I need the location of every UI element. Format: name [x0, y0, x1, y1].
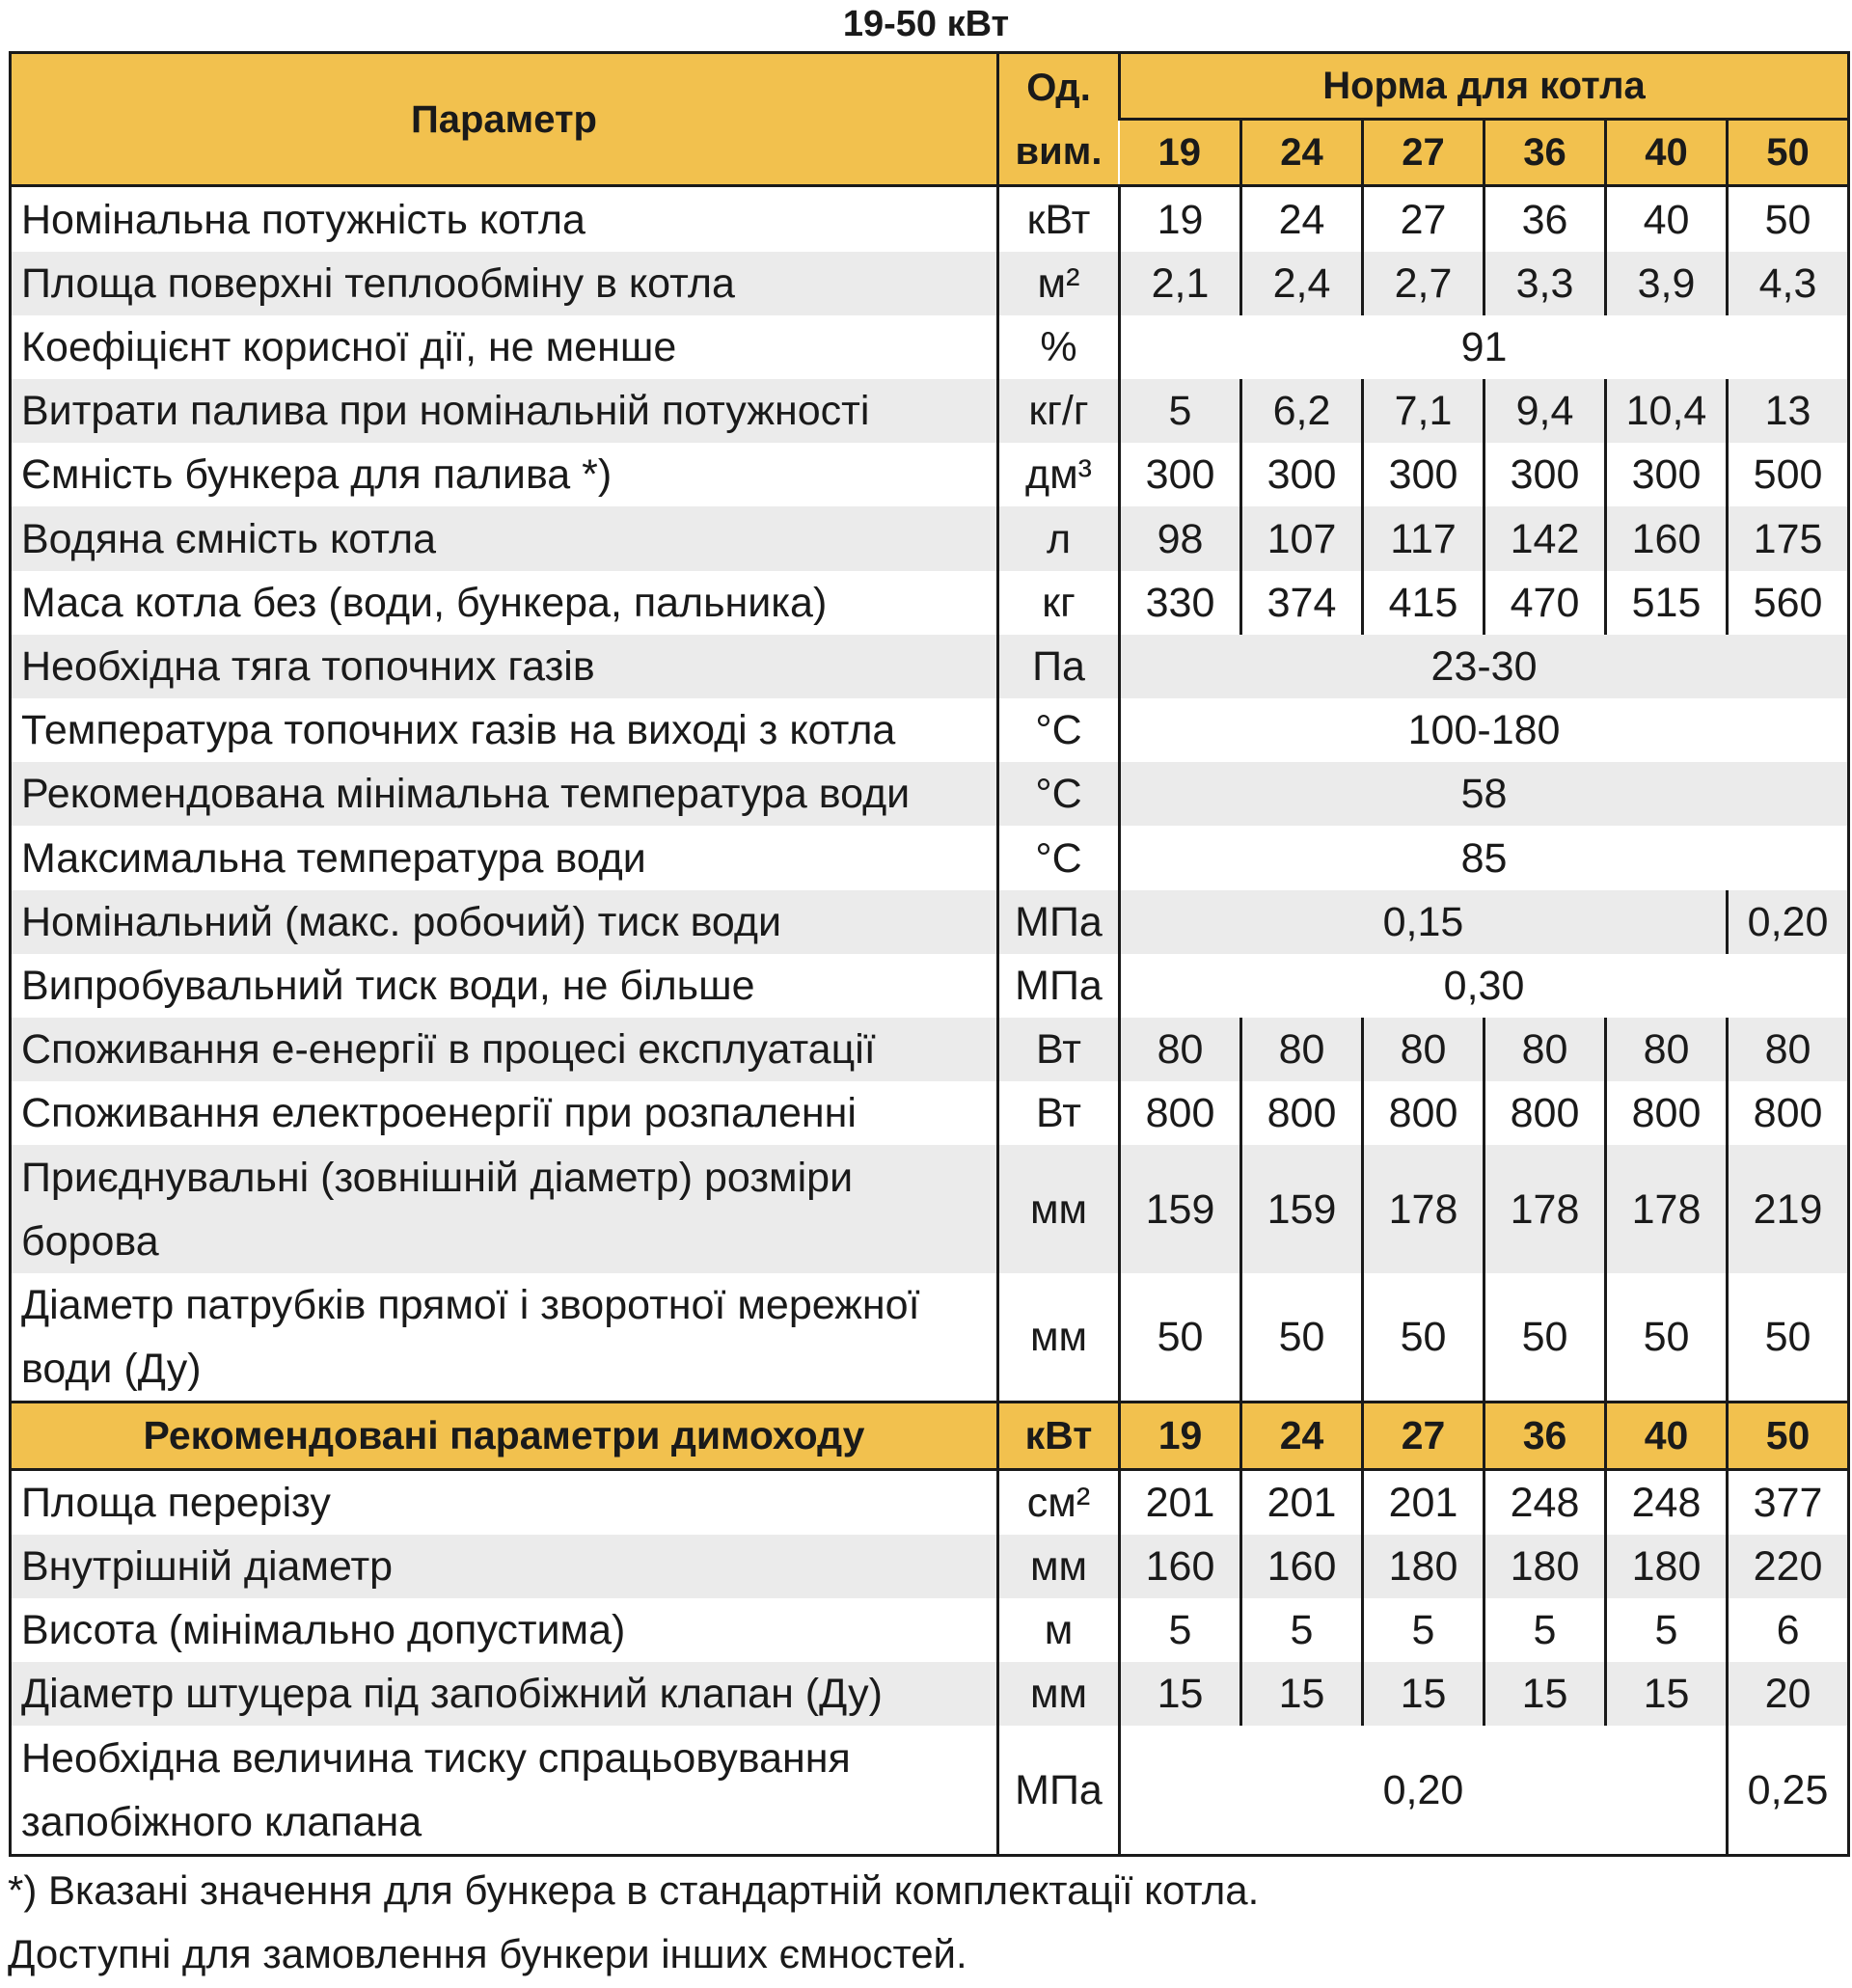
value-cell: 4,3 [1728, 252, 1849, 315]
model-header: 24 [1241, 1402, 1363, 1469]
value-cell: 159 [1120, 1145, 1241, 1272]
unit-cell: кг/г [998, 379, 1120, 443]
value-cell: 201 [1241, 1469, 1363, 1535]
unit-cell: см² [998, 1469, 1120, 1535]
value-cell-merged: 0,20 [1120, 1726, 1728, 1855]
unit-cell: кВт [998, 186, 1120, 252]
table-row [11, 1018, 1849, 1081]
unit-cell: МПа [998, 890, 1120, 954]
value-cell: 5 [1363, 1598, 1484, 1662]
value-cell: 201 [1120, 1469, 1241, 1535]
param-cell: Максимальна температура води [11, 826, 998, 889]
value-cell: 50 [1241, 1273, 1363, 1402]
unit-cell: °С [998, 698, 1120, 762]
value-cell: 159 [1241, 1145, 1363, 1272]
unit-cell: Вт [998, 1081, 1120, 1145]
section-label: Рекомендовані параметри димоходу [11, 1402, 998, 1469]
header-row-top [11, 53, 1849, 120]
value-cell: 15 [1363, 1662, 1484, 1726]
unit-cell: МПа [998, 1726, 1120, 1855]
value-cell: 500 [1728, 443, 1849, 506]
value-cell: 117 [1363, 506, 1484, 570]
table-row [11, 1535, 1849, 1598]
unit-cell: МПа [998, 954, 1120, 1018]
value-cell: 180 [1606, 1535, 1728, 1598]
value-cell: 13 [1728, 379, 1849, 443]
value-cell: 80 [1484, 1018, 1606, 1081]
model-header: 40 [1606, 120, 1728, 186]
param-cell: Маса котла без (води, бункера, пальника) [11, 571, 998, 635]
value-cell-merged: 58 [1120, 762, 1849, 826]
table-row [11, 1145, 1849, 1272]
value-cell: 36 [1484, 186, 1606, 252]
unit-header-line1: Од. [1026, 66, 1091, 109]
value-cell: 3,3 [1484, 252, 1606, 315]
value-cell: 5 [1606, 1598, 1728, 1662]
param-cell: Споживання електроенергії при розпаленні [11, 1081, 998, 1145]
unit-cell: Вт [998, 1018, 1120, 1081]
value-cell: 50 [1728, 186, 1849, 252]
value-cell: 0,25 [1728, 1726, 1849, 1855]
value-cell: 7,1 [1363, 379, 1484, 443]
model-header: 24 [1241, 120, 1363, 186]
value-cell: 5 [1484, 1598, 1606, 1662]
param-cell: Випробувальний тиск води, не більше [11, 954, 998, 1018]
value-cell: 300 [1241, 443, 1363, 506]
value-cell: 219 [1728, 1145, 1849, 1272]
param-cell: Споживання е-енергії в процесі експлуатації [11, 1018, 998, 1081]
value-cell: 0,20 [1728, 890, 1849, 954]
table-row [11, 890, 1849, 954]
value-cell: 40 [1606, 186, 1728, 252]
unit-cell: м [998, 1598, 1120, 1662]
value-cell-merged: 100-180 [1120, 698, 1849, 762]
value-cell: 201 [1363, 1469, 1484, 1535]
value-cell: 800 [1728, 1081, 1849, 1145]
model-header: 40 [1606, 1402, 1728, 1469]
value-cell: 80 [1363, 1018, 1484, 1081]
table-row [11, 1081, 1849, 1145]
value-cell: 20 [1728, 1662, 1849, 1726]
footnote-line-2: Доступні для замовлення бункери інших ємностей. [8, 1931, 967, 1976]
unit-cell: Па [998, 635, 1120, 698]
unit-cell: мм [998, 1145, 1120, 1272]
value-cell: 15 [1120, 1662, 1241, 1726]
value-cell: 142 [1484, 506, 1606, 570]
table-row [11, 315, 1849, 379]
param-cell: Висота (мінімально допустима) [11, 1598, 998, 1662]
value-cell: 300 [1484, 443, 1606, 506]
value-cell: 300 [1363, 443, 1484, 506]
table-row [11, 698, 1849, 762]
value-cell: 374 [1241, 571, 1363, 635]
value-cell: 15 [1484, 1662, 1606, 1726]
value-cell: 160 [1120, 1535, 1241, 1598]
value-cell: 470 [1484, 571, 1606, 635]
value-cell: 180 [1363, 1535, 1484, 1598]
value-cell: 180 [1484, 1535, 1606, 1598]
norm-header: Норма для котла [1120, 53, 1849, 120]
value-cell: 178 [1484, 1145, 1606, 1272]
table-row [11, 1598, 1849, 1662]
param-cell: Номінальний (макс. робочий) тиск води [11, 890, 998, 954]
value-cell: 178 [1363, 1145, 1484, 1272]
unit-header-line2: вим. [1015, 129, 1103, 173]
value-cell: 50 [1728, 1273, 1849, 1402]
value-cell: 377 [1728, 1469, 1849, 1535]
value-cell: 300 [1606, 443, 1728, 506]
value-cell: 19 [1120, 186, 1241, 252]
value-cell: 560 [1728, 571, 1849, 635]
table-row [11, 443, 1849, 506]
model-header: 19 [1120, 120, 1241, 186]
table-row [11, 954, 1849, 1018]
unit-cell: кг [998, 571, 1120, 635]
param-header: Параметр [11, 53, 998, 186]
table-row [11, 1726, 1849, 1855]
param-cell: Температура топочних газів на виході з котла [11, 698, 998, 762]
value-cell: 248 [1484, 1469, 1606, 1535]
table-row [11, 506, 1849, 570]
table-row [11, 635, 1849, 698]
table-row [11, 762, 1849, 826]
model-header: 50 [1728, 1402, 1849, 1469]
value-cell-merged: 91 [1120, 315, 1849, 379]
value-cell: 5 [1241, 1598, 1363, 1662]
model-header: 27 [1363, 120, 1484, 186]
param-cell: Площа поверхні теплообміну в котла [11, 252, 998, 315]
value-cell: 50 [1363, 1273, 1484, 1402]
value-cell-merged: 23-30 [1120, 635, 1849, 698]
param-cell: Приєднувальні (зовнішній діаметр) розміри борова [11, 1145, 998, 1272]
table-row [11, 826, 1849, 889]
value-cell: 80 [1606, 1018, 1728, 1081]
model-header: 19 [1120, 1402, 1241, 1469]
value-cell: 515 [1606, 571, 1728, 635]
param-cell: Площа перерізу [11, 1469, 998, 1535]
value-cell: 415 [1363, 571, 1484, 635]
value-cell-merged: 0,30 [1120, 954, 1849, 1018]
section-header-row [11, 1402, 1849, 1469]
value-cell: 5 [1120, 379, 1241, 443]
table-row [11, 571, 1849, 635]
param-cell: Діаметр штуцера під запобіжний клапан (Ду) [11, 1662, 998, 1726]
model-header: 36 [1484, 120, 1606, 186]
unit-header [998, 53, 1120, 186]
param-cell: Внутрішній діаметр [11, 1535, 998, 1598]
value-cell: 160 [1241, 1535, 1363, 1598]
value-cell: 800 [1363, 1081, 1484, 1145]
model-header: 50 [1728, 120, 1849, 186]
table-row [11, 1273, 1849, 1402]
value-cell: 5 [1120, 1598, 1241, 1662]
value-cell: 175 [1728, 506, 1849, 570]
param-cell: Номінальна потужність котла [11, 186, 998, 252]
unit-cell: мм [998, 1535, 1120, 1598]
value-cell: 27 [1363, 186, 1484, 252]
param-cell: Рекомендована мінімальна температура води [11, 762, 998, 826]
param-cell: Необхідна тяга топочних газів [11, 635, 998, 698]
value-cell: 800 [1484, 1081, 1606, 1145]
param-cell: Необхідна величина тиску спрацьовування запобіжного клапана [11, 1726, 998, 1855]
value-cell: 800 [1606, 1081, 1728, 1145]
value-cell: 6,2 [1241, 379, 1363, 443]
unit-cell: м² [998, 252, 1120, 315]
unit-cell: л [998, 506, 1120, 570]
unit-cell: % [998, 315, 1120, 379]
value-cell: 98 [1120, 506, 1241, 570]
boiler-spec-table [9, 51, 1850, 1857]
value-cell: 6 [1728, 1598, 1849, 1662]
unit-cell: мм [998, 1273, 1120, 1402]
value-cell: 800 [1120, 1081, 1241, 1145]
table-row [11, 1662, 1849, 1726]
value-cell: 160 [1606, 506, 1728, 570]
value-cell: 330 [1120, 571, 1241, 635]
value-cell: 9,4 [1484, 379, 1606, 443]
table-row [11, 252, 1849, 315]
param-cell: Діаметр патрубків прямої і зворотної мережної води (Ду) [11, 1273, 998, 1402]
value-cell: 50 [1484, 1273, 1606, 1402]
model-header: 27 [1363, 1402, 1484, 1469]
unit-cell: °С [998, 826, 1120, 889]
unit-cell: °С [998, 762, 1120, 826]
value-cell: 220 [1728, 1535, 1849, 1598]
param-cell: Витрати палива при номінальній потужності [11, 379, 998, 443]
value-cell: 2,4 [1241, 252, 1363, 315]
value-cell: 24 [1241, 186, 1363, 252]
value-cell: 80 [1728, 1018, 1849, 1081]
table-title: 19-50 кВт [842, 4, 1010, 44]
value-cell: 3,9 [1606, 252, 1728, 315]
value-cell: 248 [1606, 1469, 1728, 1535]
param-cell: Водяна ємність котла [11, 506, 998, 570]
unit-cell: мм [998, 1662, 1120, 1726]
value-cell: 50 [1120, 1273, 1241, 1402]
value-cell: 15 [1606, 1662, 1728, 1726]
value-cell: 80 [1120, 1018, 1241, 1081]
value-cell: 10,4 [1606, 379, 1728, 443]
unit-cell: дм³ [998, 443, 1120, 506]
param-cell: Коефіцієнт корисної дії, не менше [11, 315, 998, 379]
value-cell: 300 [1120, 443, 1241, 506]
model-header: 36 [1484, 1402, 1606, 1469]
section-unit: кВт [998, 1402, 1120, 1469]
value-cell: 15 [1241, 1662, 1363, 1726]
value-cell: 800 [1241, 1081, 1363, 1145]
value-cell: 80 [1241, 1018, 1363, 1081]
table-row [11, 186, 1849, 252]
table-row [11, 379, 1849, 443]
value-cell: 2,7 [1363, 252, 1484, 315]
param-cell: Ємність бункера для палива *) [11, 443, 998, 506]
value-cell: 107 [1241, 506, 1363, 570]
value-cell-merged: 0,15 [1120, 890, 1728, 954]
value-cell-merged: 85 [1120, 826, 1849, 889]
table-row [11, 1469, 1849, 1535]
value-cell: 2,1 [1120, 252, 1241, 315]
value-cell: 178 [1606, 1145, 1728, 1272]
value-cell: 50 [1606, 1273, 1728, 1402]
footnote-line-1: *) Вказані значення для бункера в стандартній комплектації котла. [8, 1867, 1260, 1913]
